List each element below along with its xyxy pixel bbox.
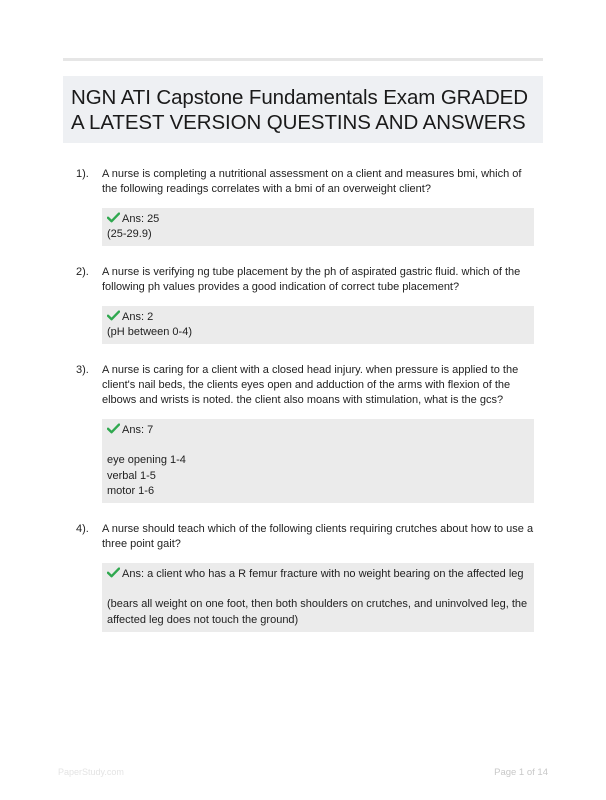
check-icon: [107, 423, 120, 434]
answer-box: [102, 306, 534, 344]
document-title: NGN ATI Capstone Fundamentals Exam GRADED A LATEST VERSION QUESTINS AND ANSWERS: [71, 86, 528, 134]
answer-box: [102, 563, 534, 632]
question-text: A nurse is completing a nutritional assessment on a client and measures bmi, which of the following readings correlates with a bmi of an overweight client?: [102, 168, 522, 196]
question-number: 4).: [76, 523, 89, 535]
answer-detail: (bears all weight on one foot, then both shoulders on crutches, and uninvolved leg, the affected leg does not touch the ground): [107, 598, 528, 626]
top-divider: [63, 58, 543, 61]
answer-detail: (25-29.9): [107, 228, 152, 241]
question-number: 2).: [76, 266, 89, 278]
answer-box: [102, 419, 534, 503]
answer-text: Ans: 7: [122, 424, 154, 436]
answer-text: Ans: 25: [122, 213, 160, 225]
check-icon: [107, 567, 120, 578]
answer-text: Ans: a client who has a R femur fracture with no weight bearing on the affected leg: [122, 568, 524, 580]
answer-detail: verbal 1-5: [107, 469, 156, 482]
check-icon: [107, 212, 120, 223]
footer-watermark: PaperStudy.com: [58, 767, 124, 777]
question-number: 3).: [76, 364, 89, 376]
answer-detail: motor 1-6: [107, 484, 155, 497]
question-text: A nurse is caring for a client with a closed head injury. when pressure is applied to the client's nail beds, the clients eyes open and adduction of the arms with flexion of the elbows and wrists is noted. the client also moans with stimulation, what is the gcs?: [102, 364, 519, 407]
answer-text: Ans: 2: [122, 311, 154, 323]
question-number: 1).: [76, 168, 89, 180]
question-text: A nurse should teach which of the following clients requiring crutches about how to use a three point gait?: [102, 523, 534, 551]
question-text: A nurse is verifying ng tube placement by the ph of aspirated gastric fluid. which of the following ph values provides a good indication of correct tube placement?: [102, 266, 521, 294]
check-icon: [107, 310, 120, 321]
page-indicator: Page 1 of 14: [494, 767, 548, 778]
title-banner: [63, 76, 543, 143]
answer-box: [102, 208, 534, 246]
answer-detail: eye opening 1-4: [107, 454, 186, 467]
answer-detail: (pH between 0-4): [107, 326, 192, 339]
